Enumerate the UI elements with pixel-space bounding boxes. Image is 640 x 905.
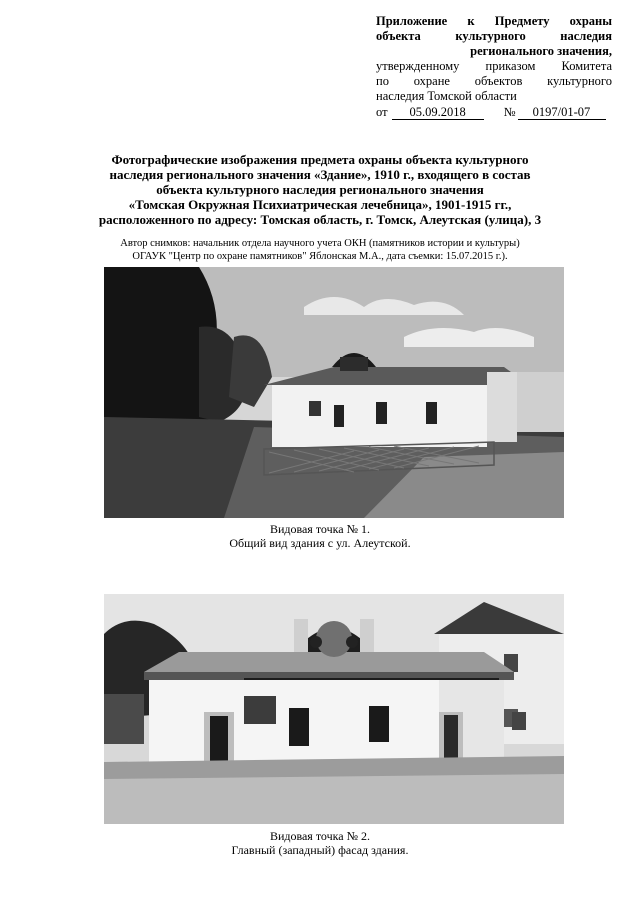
caption-line: Главный (западный) фасад здания. [231, 843, 409, 857]
appendix-line: утвержденному приказом Комитета [376, 59, 612, 73]
photo-viewpoint-1 [104, 267, 564, 518]
title-line: наследия регионального значения «Здание», 1910 г., входящего в состав [109, 167, 531, 182]
title-line: объекта культурного наследия регионального значения [156, 182, 484, 197]
order-date-row [376, 105, 612, 120]
appendix-header [376, 14, 612, 120]
from-label: от [376, 105, 388, 119]
author-line: Автор снимков: начальник отдела научного учета ОКН (памятников истории и культуры) [120, 238, 520, 249]
photo-viewpoint-2 [104, 594, 564, 824]
appendix-line: по охране объектов культурного [376, 74, 612, 88]
photo-author-note [60, 238, 580, 263]
appendix-line: Приложение к Предмету охраны [376, 14, 612, 28]
appendix-line: объекта культурного наследия [376, 29, 612, 43]
title-line: «Томская Окружная Психиатрическая лечебница», 1901-1915 гг., [128, 197, 512, 212]
number-sign: № [503, 105, 516, 119]
appendix-line: наследия Томской области [376, 89, 517, 103]
caption-line: Общий вид здания с ул. Алеутской. [229, 536, 411, 550]
author-line: ОГАУК "Центр по охране памятников" Яблонская М.А., дата съемки: 15.07.2015 г.). [132, 250, 508, 262]
title-line: расположенного по адресу: Томская область, г. Томск, Алеутская (улица), 3 [98, 212, 542, 227]
appendix-line: регионального значения, [470, 44, 612, 58]
order-number: 0197/01-07 [518, 105, 606, 120]
building-photo-1 [104, 267, 564, 518]
building-photo-2 [104, 594, 564, 824]
title-line: Фотографические изображения предмета охраны объекта культурного [111, 152, 529, 167]
document-title [70, 152, 570, 227]
caption-line: Видовая точка № 2. [269, 829, 371, 843]
order-date: 05.09.2018 [392, 105, 484, 120]
photo-1-caption [0, 522, 640, 550]
photo-2-caption [0, 829, 640, 857]
caption-line: Видовая точка № 1. [269, 522, 371, 536]
